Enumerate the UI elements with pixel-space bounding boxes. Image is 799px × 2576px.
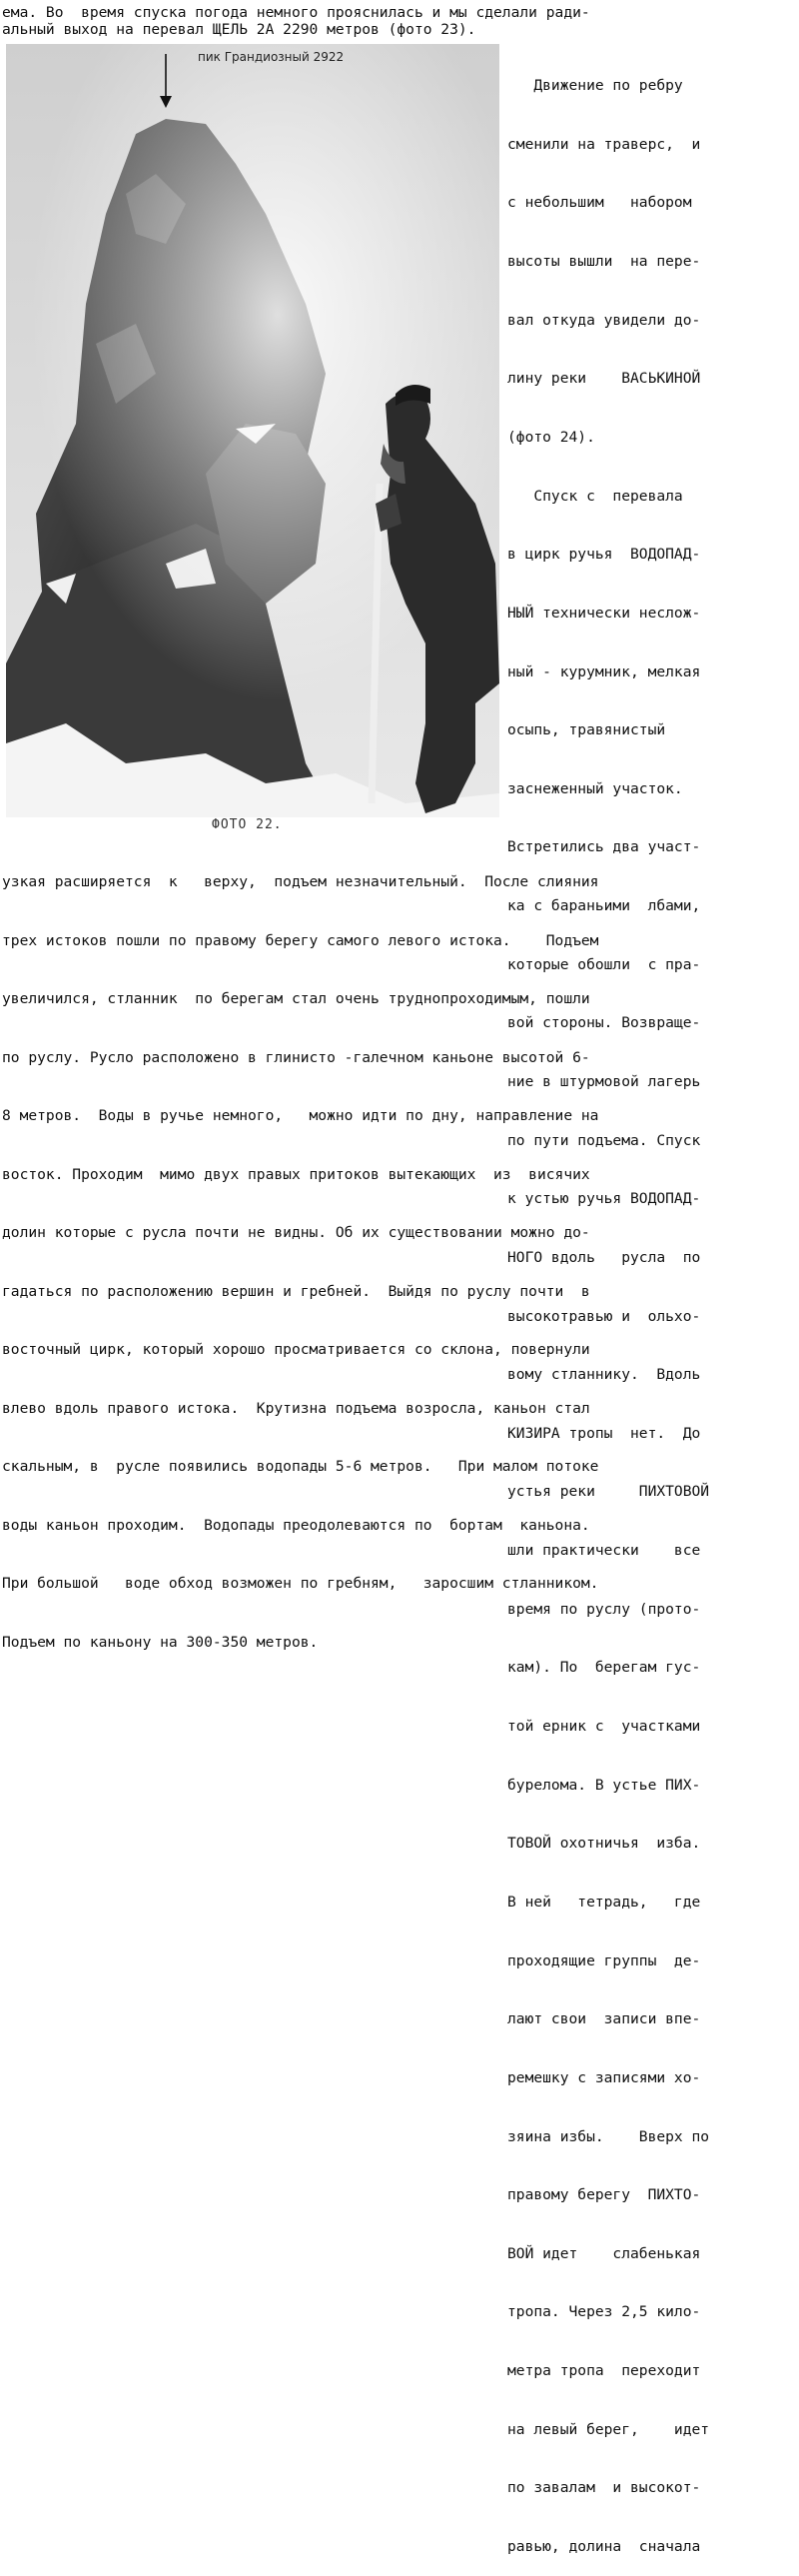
text-line: трех истоков пошли по правому берегу самого левого истока. Подъем	[2, 931, 599, 949]
text-line: Спуск с перевала	[507, 487, 683, 505]
text-line: проходящие группы де-	[507, 1951, 701, 1969]
text-line: к устью ручья ВОДОПАД-	[507, 1190, 701, 1208]
text-line: шли практически все	[507, 1542, 701, 1560]
bottom-text	[2, 833, 797, 1672]
text-line: в цирк ручья ВОДОПАД-	[507, 546, 701, 564]
text-line: сменили на траверс, и	[507, 135, 701, 153]
top-text-line-1: ема. Во время спуска погода немного прояснилась и мы сделали ради-	[2, 4, 590, 21]
text-line: ВОЙ идет слабенькая	[507, 2244, 701, 2262]
text-line: В ней тетрадь, где	[507, 1893, 701, 1911]
text-line: которые обошли с пра-	[507, 955, 701, 973]
peak-label: пик Грандиозный 2922	[198, 50, 345, 64]
text-line: вому стланнику. Вдоль	[507, 1366, 701, 1384]
text-line: увеличился, стланник по берегам стал очень труднопроходимым, пошли	[2, 990, 590, 1007]
text-line: вал откуда увидели до-	[507, 311, 701, 329]
text-line: восток. Проходим мимо двух правых притоков вытекающих из висячих	[2, 1165, 590, 1183]
text-line: зяина избы. Вверх по	[507, 2127, 710, 2145]
text-line: по пути подъема. Спуск	[507, 1131, 701, 1149]
text-line: на левый берег, идет	[507, 2420, 710, 2438]
text-line: узкая расширяется к верху, подъем незначительный. После слияния	[2, 873, 599, 890]
photo	[6, 44, 499, 817]
text-line: той ерник с участками	[507, 1718, 701, 1736]
top-text-line-2: альный выход на перевал ЩЕЛЬ 2А 2290 метров (фото 23).	[2, 21, 476, 38]
text-line: 8 метров. Воды в ручье немного, можно идти по дну, направление на	[2, 1107, 599, 1124]
text-line: время по руслу (прото-	[507, 1600, 701, 1618]
text-line: ремешку с записями хо-	[507, 2068, 701, 2086]
text-line: НОГО вдоль русла по	[507, 1248, 701, 1266]
text-line: НЫЙ технически неслож-	[507, 604, 701, 622]
text-line: Подъем по каньону на 300-350 метров.	[2, 1633, 319, 1651]
photo-caption: ФОТО 22.	[212, 817, 283, 832]
text-line: заснеженный участок.	[507, 779, 683, 797]
text-line: высокотравью и ольхо-	[507, 1307, 701, 1325]
text-line: влево вдоль правого истока. Крутизна подъема возросла, каньон стал	[2, 1399, 590, 1417]
text-line: гадаться по расположению вершин и гребней. Выйдя по руслу почти в	[2, 1282, 590, 1300]
text-line: При большой воде обход возможен по гребням, заросшим стланником.	[2, 1575, 599, 1592]
text-line: правому берегу ПИХТО-	[507, 2186, 701, 2204]
text-line: высоты вышли на пере-	[507, 253, 701, 271]
text-line: устья реки ПИХТОВОЙ	[507, 1483, 710, 1501]
text-line: равью, долина сначала	[507, 2538, 701, 2555]
text-line: тропа. Через 2,5 кило-	[507, 2303, 701, 2321]
mountain-photo-graphic	[6, 44, 499, 817]
text-line: долин которые с русла почти не видны. Об их существовании можно до-	[2, 1224, 590, 1241]
text-line: бурелома. В устье ПИХ-	[507, 1776, 701, 1794]
text-line: лают свои записи впе-	[507, 2010, 701, 2028]
text-line: воды каньон проходим. Водопады преодолеваются по бортам каньона.	[2, 1516, 590, 1534]
text-line: кам). По берегам гус-	[507, 1659, 701, 1677]
text-line: КИЗИРА тропы нет. До	[507, 1424, 701, 1442]
text-line: ТОВОЙ охотничья изба.	[507, 1835, 701, 1853]
text-line: по руслу. Русло расположено в глинисто -галечном каньоне высотой 6-	[2, 1048, 590, 1066]
text-line: вой стороны. Возвраще-	[507, 1014, 701, 1032]
text-line: осыпь, травянистый	[507, 721, 666, 739]
text-line: скальным, в русле появились водопады 5-6 метров. При малом потоке	[2, 1458, 599, 1475]
text-line: ный - курумник, мелкая	[507, 662, 701, 680]
text-line: (фото 24).	[507, 428, 595, 446]
text-line: с небольшим набором	[507, 194, 692, 212]
text-line: ка с бараньими лбами,	[507, 897, 701, 915]
text-line: Движение по ребру	[507, 77, 683, 95]
text-line: по завалам и высокот-	[507, 2479, 701, 2497]
text-line: Встретились два участ-	[507, 838, 701, 856]
text-line: лину реки ВАСЬКИНОЙ	[507, 370, 701, 388]
text-line: метра тропа переходит	[507, 2362, 701, 2380]
text-line: ние в штурмовой лагерь	[507, 1072, 701, 1090]
text-line: восточный цирк, который хорошо просматривается со склона, повернули	[2, 1341, 590, 1358]
